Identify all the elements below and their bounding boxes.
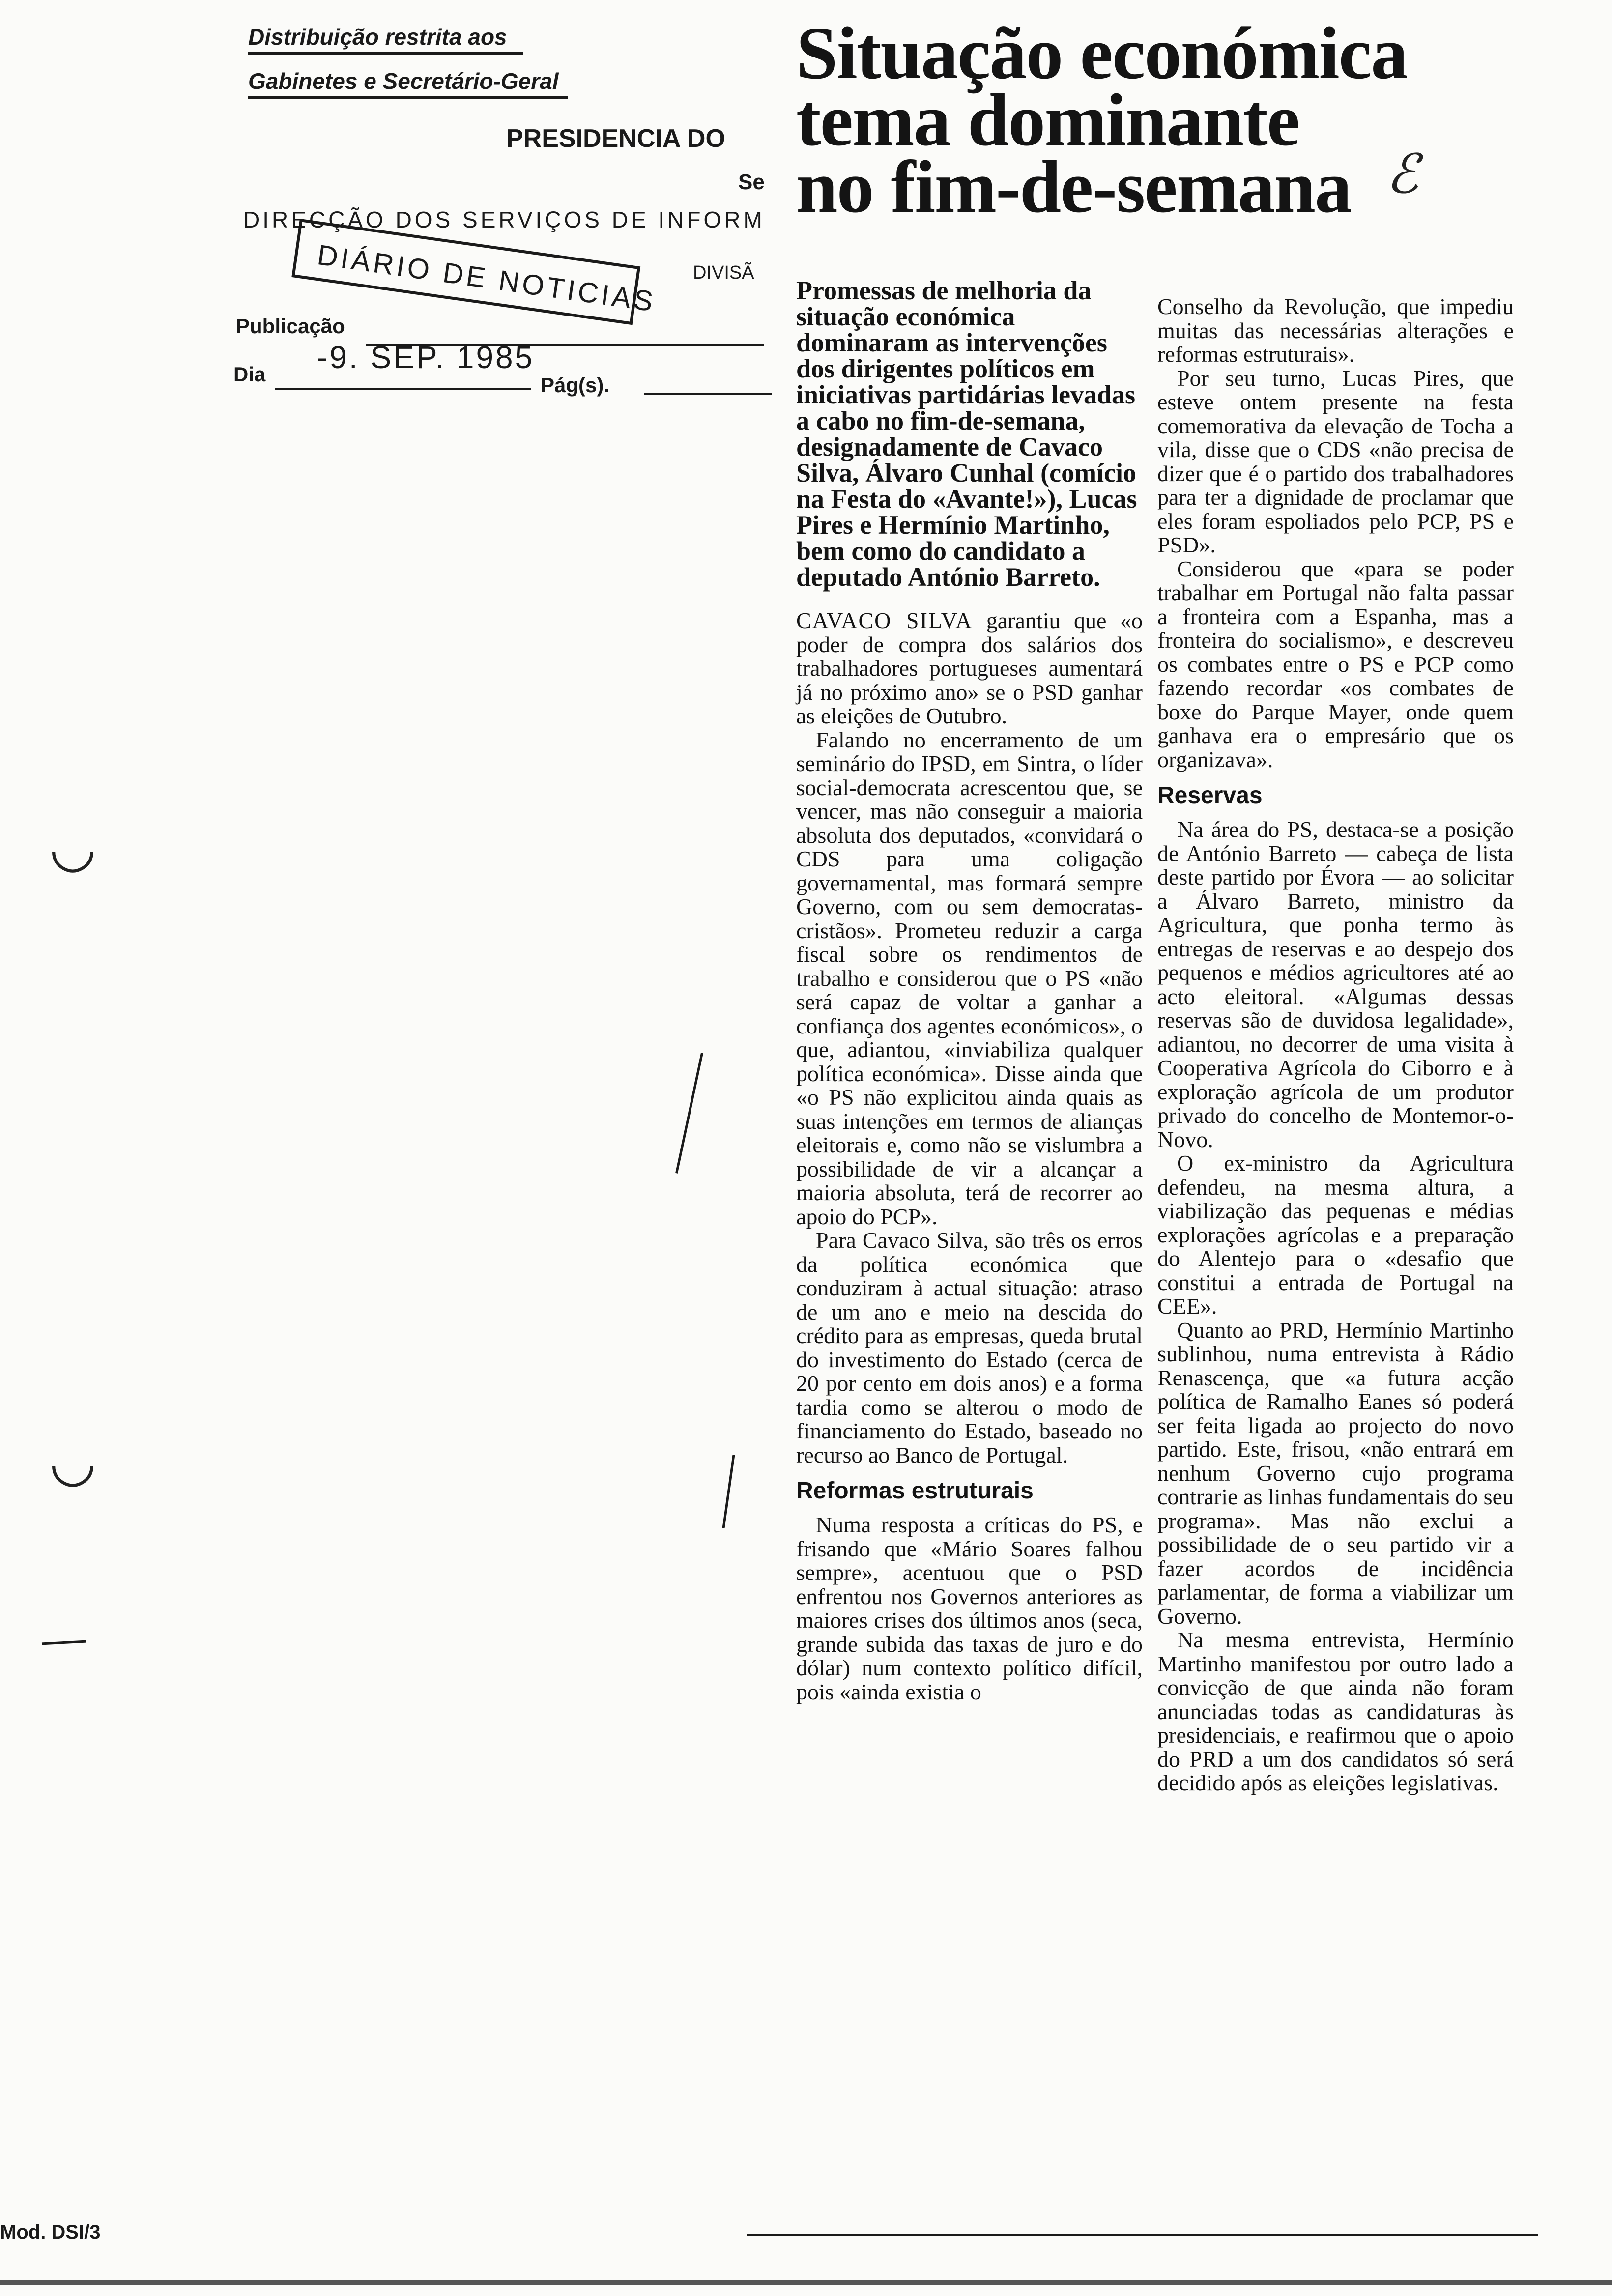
article-column-left bbox=[796, 278, 1143, 1704]
day-line bbox=[275, 388, 531, 390]
clipping-bottom-rule bbox=[747, 2234, 1538, 2236]
newspaper-stamp-text: DIÁRIO DE NOTICIAS bbox=[315, 239, 658, 318]
headline-line-3: no fim-de-semana bbox=[796, 145, 1352, 228]
publication-label: Publicação bbox=[236, 315, 345, 338]
paragraph-1 bbox=[796, 609, 1143, 728]
margin-hook-mark: ◡ bbox=[49, 816, 96, 879]
article-column-right bbox=[1157, 295, 1514, 1795]
subheading-reservas: Reservas bbox=[1157, 782, 1263, 808]
date-stamp: -9. SEP. 1985 bbox=[317, 340, 535, 375]
paragraph-4: Numa resposta a críticas do PS, e frisando que «Mário Soares falhou sempre», acentuou que o PSD enfrentou nos Governos anteriores as maiores crises dos últimos anos (seca, grande subida das taxas de juro e do dólar) num contexto político difícil, pois «ainda existia o bbox=[796, 1512, 1143, 1704]
paragraph-6: Por seu turno, Lucas Pires, que esteve ontem presente na festa comemorativa da elevação de Tocha a vila, disse que o CDS «não precisa de dizer que é o partido dos trabalhadores para ter a dignidade de proclamar que eles foram espoliados pelo PCP, PS e PSD». bbox=[1157, 365, 1514, 557]
paragraph-5: Conselho da Revolução, que impediu muitas das necessárias alterações e reformas estruturais». bbox=[1157, 294, 1514, 367]
paragraph-2: Falando no encerramento de um seminário do IPSD, em Sintra, o líder social-democrata acrescentou que, se vencer, mas não conseguir a maioria absoluta dos deputados, «convidará o CDS para uma coligação governamental, mas formará sempre Governo, com ou sem democratas-cristãos». Prometeu reduzir a carga fiscal sobre os rendimentos de trabalho e considerou que o PS «não será capaz de voltar a ganhar a confiança dos agentes económicos», o que, adiantou, «inviabiliza qualquer política económica». Disse ainda que «o PS não explicitou ainda quais as suas intenções em termos de alianças eleitorais e, como não se vislumbra a possibilidade de vir a alcançar a maioria absoluta, terá de recorrer ao apoio do PCP». bbox=[796, 727, 1143, 1229]
paragraph-9: O ex-ministro da Agricultura defendeu, na mesma altura, a viabilização das pequenas e médias explorações agrícolas e a preparação do Alentejo para o «desafio que constitui a entrada de Portugal na CEE». bbox=[1157, 1150, 1514, 1319]
margin-hook-mark-2: ◡ bbox=[49, 1430, 96, 1493]
article-lead: Promessas de melhoria da situação económica dominaram as intervenções dos dirigentes políticos em iniciativas partidárias levadas a cabo no fim-de-semana, designadamente de Cavaco Silva, Álvaro Cunhal (comício na Festa do «Avante!»), Lucas Pires e Hermínio Martinho, bem como do candidato a deputado António Barreto. bbox=[796, 276, 1137, 592]
headline-line-1: Situação económica bbox=[796, 12, 1408, 94]
paragraph-7: Considerou que «para se poder trabalhar em Portugal não falta passar a fronteira com a Espanha, mas a fronteira do socialismo», e descreveu os combates entre o PS e PCP como fazendo recordar «os combates de boxe do Parque Mayer, onde quem ganhava era o empresário que os organizava». bbox=[1157, 556, 1514, 772]
newspaper-clipping bbox=[747, 0, 1538, 2241]
margin-dash bbox=[42, 1640, 86, 1645]
paragraph-10: Quanto ao PRD, Hermínio Martinho sublinhou, numa entrevista à Rádio Renascença, que «a futura acção política de Ramalho Eanes só poderá ser feita ligada ao projecto do novo partido. Este, frisou, «não entrará em nenhum Governo cujo programa contrarie as linhas fundamentais do seu programa». Mas não exclui a possibilidade de o seu partido vir a fazer acordos de incidência parlamentar, de forma a viabilizar um Governo. bbox=[1157, 1317, 1514, 1629]
article-headline bbox=[796, 12, 1533, 228]
paragraph-1-text: garantiu que «o poder de compra dos salários dos trabalhadores portugueses aumentará já no próximo ano» se o PSD ganhar as eleições de Outubro. bbox=[796, 608, 1143, 728]
day-label: Dia bbox=[233, 363, 266, 386]
paragraph-11: Na mesma entrevista, Hermínio Martinho manifestou por outro lado a convicção de que ainda não foram anunciadas todas as candidaturas às presidenciais, e reafirmou que o apoio do PRD a um dos candidatos só será decidido após as eleições legislativas. bbox=[1157, 1627, 1514, 1795]
restricted-underline bbox=[248, 52, 523, 55]
division-fragment: DIVISÃ bbox=[693, 262, 754, 283]
margin-stroke-2 bbox=[722, 1455, 735, 1528]
paragraph-3: Para Cavaco Silva, são três os erros da política económica que conduziram à actual situação: atraso de um ano e meio na descida do crédito para as empresas, queda brutal do investimento do Estado (cerca de 20 por cento em dois anos) e a forma tardia como se alterou o modo de financiamento do Estado, baseado no recurso ao Banco de Portugal. bbox=[796, 1228, 1143, 1467]
newspaper-stamp bbox=[291, 219, 658, 325]
secretariat-fragment: Se bbox=[738, 170, 765, 194]
presidency-heading: PRESIDENCIA DO bbox=[506, 124, 725, 153]
page-label: Pág(s). bbox=[541, 373, 610, 397]
directorate-heading: DIRECÇÃO DOS SERVIÇOS DE INFORM bbox=[243, 207, 765, 232]
paragraph-8: Na área do PS, destaca-se a posição de António Barreto — cabeça de lista deste partido por Évora — ao solicitar a Álvaro Barreto, ministro da Agricultura, que ponha termo às entregas de reservas e ao despejo dos pequenos e médios agricultores até ao acto eleitoral. «Algumas dessas reservas são de duvidosa legalidade», adiantou, no decorrer de uma visita à Cooperativa Agrícola do Ciborro e à exploração agrícola de um produtor privado do concelho de Montemor-o-Novo. bbox=[1157, 817, 1514, 1152]
form-model-code: Mod. DSI/3 bbox=[0, 2221, 101, 2243]
subheading-reformas: Reformas estruturais bbox=[796, 1478, 1034, 1504]
headline-line-2: tema dominante bbox=[796, 79, 1299, 161]
margin-stroke bbox=[675, 1053, 703, 1174]
handwritten-annotation: ℰ bbox=[1386, 143, 1419, 205]
paragraph-1-lead-name: CAVACO SILVA bbox=[796, 608, 973, 633]
restricted-distribution-line1: Distribuição restrita aos bbox=[248, 24, 507, 50]
restricted-underline-2 bbox=[248, 96, 568, 99]
bottom-scan-edge bbox=[0, 2280, 1612, 2285]
restricted-distribution-line2: Gabinetes e Secretário-Geral bbox=[248, 68, 559, 94]
